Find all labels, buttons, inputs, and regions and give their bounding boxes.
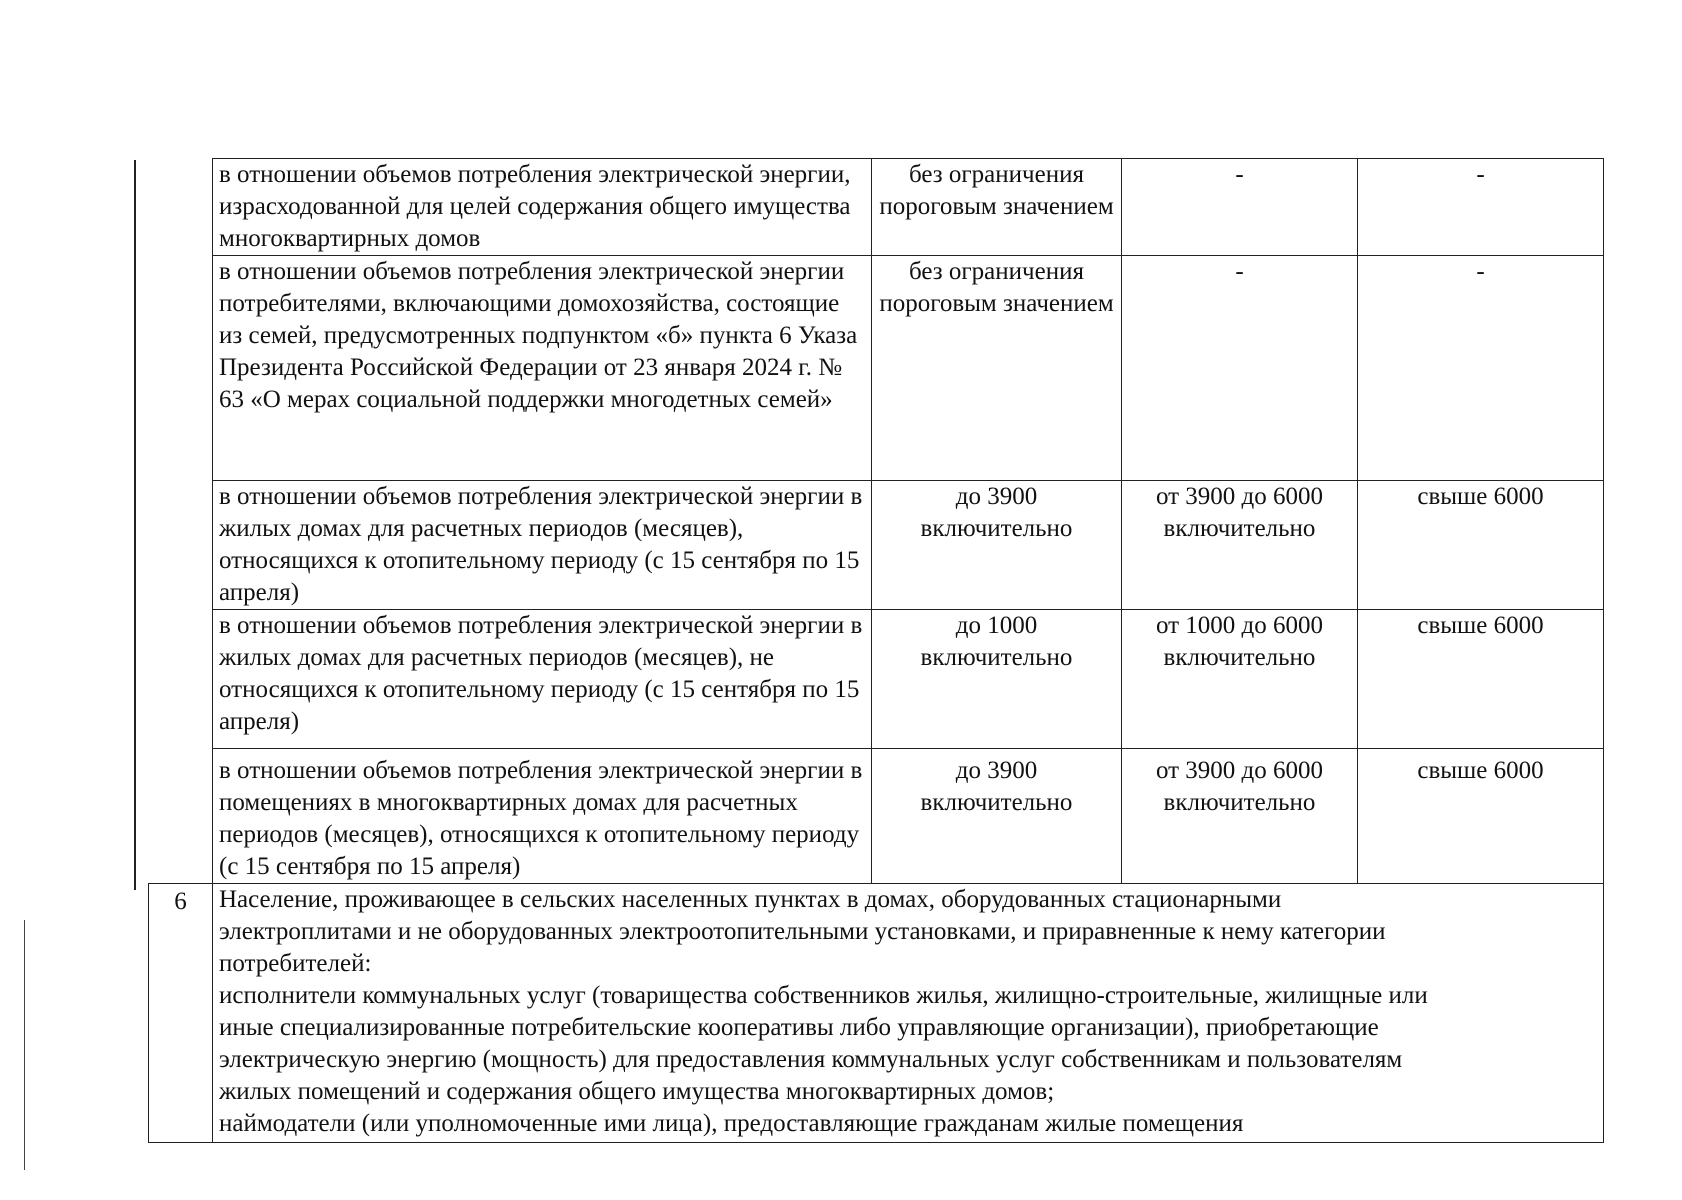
row-number-cell	[149, 749, 213, 884]
threshold-1: без ограничения пороговым значением	[872, 159, 1122, 256]
section-6-line: электрическую энергию (мощность) для предоставления коммунальных услуг собственникам и пользователям	[219, 1046, 1403, 1073]
row-description: в отношении объемов потребления электрической энергии потребителями, включающими домохозяйства, состоящие из семей, предусмотренных подпунктом «б» пункта 6 Указа Президента Российской Федерации от 23 января 2024 г. № 63 «О мерах социальной поддержки многодетных семей»	[213, 256, 872, 481]
section-6-line: потребителей:	[219, 950, 372, 977]
table-row	[149, 256, 1604, 481]
scan-edge-mark-lower	[24, 920, 25, 1170]
section-6-line: исполнители коммунальных услуг (товарищества собственников жилья, жилищно-строительные, жилищные или	[219, 982, 1428, 1009]
row-description: в отношении объемов потребления электрической энергии в помещениях в многоквартирных домах для расчетных периодов (месяцев), относящихся к отопительному периоду (с 15 сентября по 15 апреля)	[213, 749, 872, 884]
threshold-2: -	[1122, 159, 1358, 256]
threshold-1: до 1000 включительно	[872, 610, 1122, 749]
threshold-1: до 3900 включительно	[872, 749, 1122, 884]
threshold-1: без ограничения пороговым значением	[872, 256, 1122, 481]
table-row	[149, 610, 1604, 749]
threshold-3: -	[1358, 159, 1604, 256]
row-description: в отношении объемов потребления электрической энергии в жилых домах для расчетных периодов (месяцев), не относящихся к отопительному периоду (с 15 сентября по 15 апреля)	[213, 610, 872, 749]
section-6-line: Население, проживающее в сельских населенных пунктах в домах, оборудованных стационарными	[219, 886, 1282, 913]
threshold-3: -	[1358, 256, 1604, 481]
section-6-text	[213, 884, 1604, 1143]
row-number-cell	[149, 610, 213, 749]
row-description: в отношении объемов потребления электрической энергии, израсходованной для целей содержания общего имущества многоквартирных домов	[213, 159, 872, 256]
threshold-3: свыше 6000	[1358, 481, 1604, 610]
threshold-1: до 3900 включительно	[872, 481, 1122, 610]
row-number-cell	[149, 256, 213, 481]
threshold-2: от 3900 до 6000 включительно	[1122, 481, 1358, 610]
table-row	[149, 749, 1604, 884]
threshold-3: свыше 6000	[1358, 610, 1604, 749]
threshold-2: -	[1122, 256, 1358, 481]
threshold-2: от 3900 до 6000 включительно	[1122, 749, 1358, 884]
table-row	[149, 159, 1604, 256]
row-number-cell	[149, 159, 213, 256]
threshold-2: от 1000 до 6000 включительно	[1122, 610, 1358, 749]
table-row-section-6	[149, 884, 1604, 1143]
section-6-line: жилых помещений и содержания общего имущества многоквартирных домов;	[219, 1078, 1055, 1105]
section-6-line: наймодатели (или уполномоченные ими лица), предоставляющие гражданам жилые помещения	[219, 1110, 1244, 1137]
section-6-line: электроплитами и не оборудованных электроотопительными установками, и приравненные к нему категории	[219, 918, 1386, 945]
scan-edge-mark	[134, 160, 136, 890]
tariff-table	[148, 158, 1604, 1143]
section-6-line: иные специализированные потребительские кооперативы либо управляющие организации), приобретающие	[219, 1014, 1379, 1041]
table-row	[149, 481, 1604, 610]
threshold-3: свыше 6000	[1358, 749, 1604, 884]
row-description: в отношении объемов потребления электрической энергии в жилых домах для расчетных периодов (месяцев), относящихся к отопительному периоду (с 15 сентября по 15 апреля)	[213, 481, 872, 610]
row-number-cell	[149, 481, 213, 610]
section-number: 6	[149, 884, 213, 1143]
